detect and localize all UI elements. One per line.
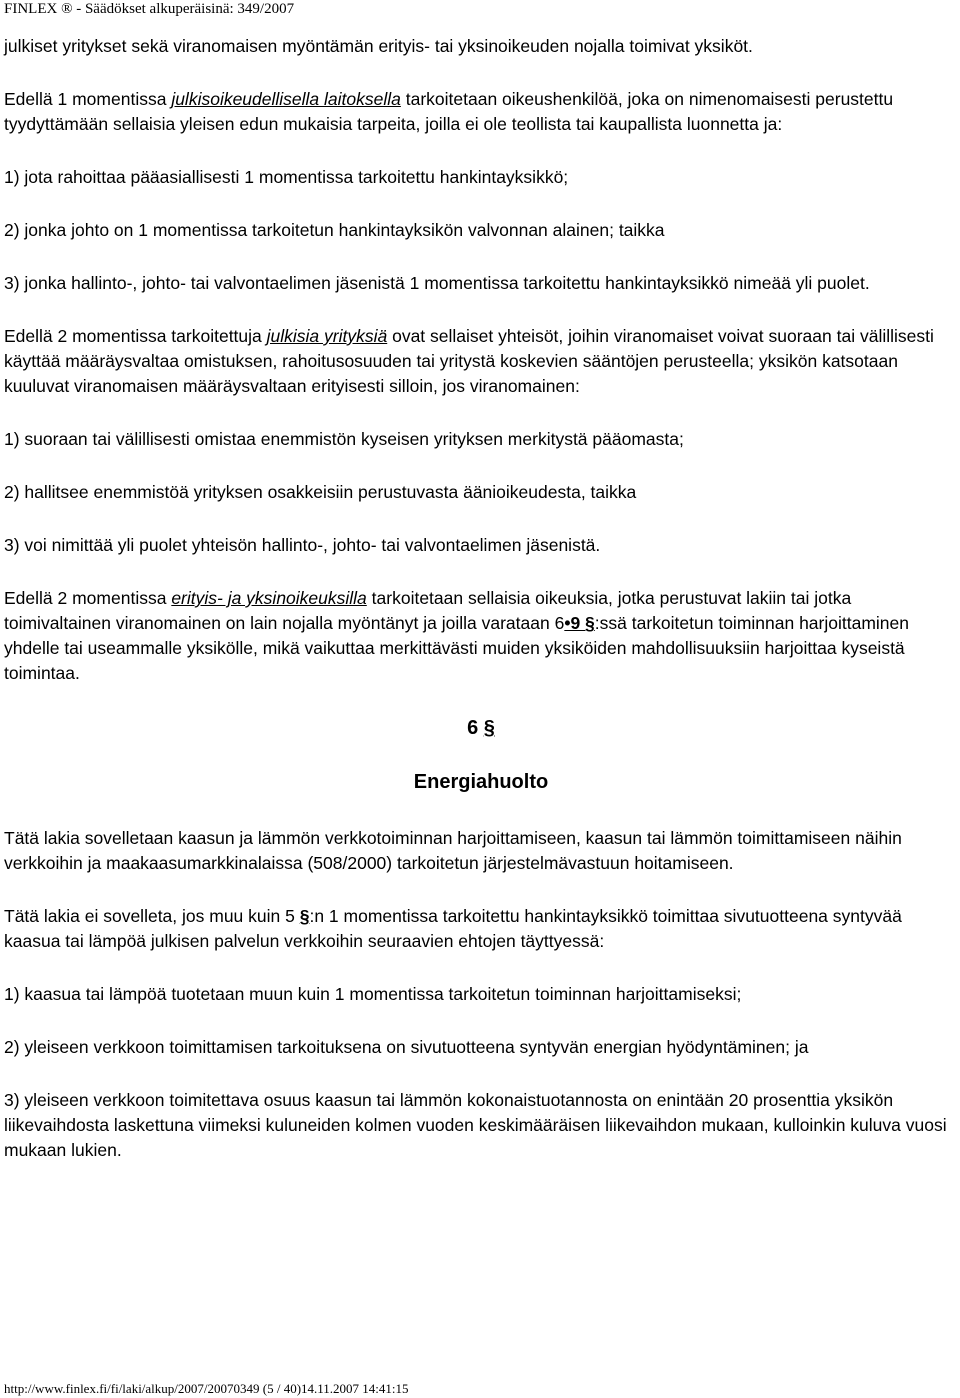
text-run: tarkoitetaan sellaisia oikeuksia, jotka perustuvat lakiin tai jotka toimivaltainen viranomainen on lain nojalla myöntänyt ja joilla varataan 6 <box>4 588 852 633</box>
text-run: :ssä tarkoitetun toiminnan harjoittaminen yhdelle tai useammalle yksikölle, mikä vaikuttaa merkittävästi muiden yksiköiden mahdollisuuksiin harjoittaa kyseistä toimintaa. <box>4 613 909 683</box>
page-header: FINLEX ® - Säädökset alkuperäisinä: 349/2007 <box>4 1 295 17</box>
section-symbol: § <box>483 717 495 739</box>
text-run: Edellä 1 momentissa <box>4 89 172 109</box>
text-run: Edellä 2 momentissa <box>4 588 172 608</box>
list-item: 1) kaasua tai lämpöä tuotetaan muun kuin 1 momentissa tarkoitetun toiminnan harjoittamiseksi; <box>4 984 742 1004</box>
section-link[interactable]: •9 § <box>564 613 595 633</box>
list-item: 1) suoraan tai välillisesti omistaa enemmistön kyseisen yrityksen merkitystä pääomasta; <box>4 429 684 449</box>
list-item: 3) yleiseen verkkoon toimitettava osuus kaasun tai lämmön kokonaistuotannosta on enintään 20 prosenttia yksikön liikevaihdosta laskettuna viimeksi kuluneiden kolmen vuoden keskimääräisen liikevaihdon mukaan, kulloinkin kuluva vuosi mukaan lukien. <box>4 1090 947 1160</box>
paragraph: julkiset yritykset sekä viranomaisen myöntämän erityis- tai yksinoikeuden nojalla toimivat yksiköt. <box>4 36 753 56</box>
list-item: 3) jonka hallinto-, johto- tai valvontaelimen jäsenistä 1 momentissa tarkoitettu hankintayksikkö nimeää yli puolet. <box>4 273 870 293</box>
section-title: Energiahuolto <box>413 771 549 793</box>
list-item: 2) yleiseen verkkoon toimittamisen tarkoituksena on sivutuotteena syntyvän energian hyödyntäminen; ja <box>4 1037 809 1057</box>
text-run: Tätä lakia ei sovelleta, jos muu kuin 5 <box>4 906 300 926</box>
paragraph: Tätä lakia sovelletaan kaasun ja lämmön verkkotoiminnan harjoittamiseen, kaasun tai lämmön toimittamiseen näihin verkkoihin ja maakaasumarkkinalaissa (508/2000) tarkoitetun järjestelmävastuun hoitamiseen. <box>4 828 902 873</box>
list-item: 1) jota rahoittaa pääasiallisesti 1 momentissa tarkoitettu hankintayksikkö; <box>4 167 569 187</box>
list-item: 2) hallitsee enemmistöä yrityksen osakkeisiin perustuvasta äänioikeudesta, taikka <box>4 482 637 502</box>
defined-term: erityis- ja yksinoikeuksilla <box>171 588 367 608</box>
text-run: :n 1 momentissa tarkoitettu hankintayksikkö toimittaa sivutuotteena syntyvää kaasua tai lämpöä julkisen palvelun verkkoihin seuraavien ehtojen täyttyessä: <box>4 906 902 951</box>
section-number-value: 6 <box>467 717 479 739</box>
paragraph <box>4 904 958 954</box>
document-body <box>4 34 958 1163</box>
defined-term: julkisia yrityksiä <box>266 326 388 346</box>
page-footer: http://www.finlex.fi/fi/laki/alkup/2007/20070349 (5 / 40)14.11.2007 14:41:15 <box>4 1381 409 1396</box>
text-run: ovat sellaiset yhteisöt, joihin viranomaiset voivat suoraan tai välillisesti käyttää määräysvaltaa omistuksen, rahoitusosuuden tai yritystä koskevien sääntöjen perusteella; yksikön katsotaan kuuluvat viranomaisen määräysvaltaan erityisesti silloin, jos viranomainen: <box>4 326 934 396</box>
paragraph <box>4 324 958 399</box>
section-number <box>4 714 958 742</box>
text-run: Edellä 2 momentissa tarkoitettuja <box>4 326 267 346</box>
paragraph <box>4 586 958 686</box>
text-run: tarkoitetaan oikeushenkilöä, joka on nimenomaisesti perustettu tyydyttämään sellaisia yleisen edun mukaisia tarpeita, joilla ei ole teollista tai kaupallista luonnetta ja: <box>4 89 894 134</box>
defined-term: julkisoikeudellisella laitoksella <box>171 89 401 109</box>
list-item: 3) voi nimittää yli puolet yhteisön hallinto-, johto- tai valvontaelimen jäsenistä. <box>4 535 601 555</box>
section-link[interactable]: § <box>299 906 310 926</box>
list-item: 2) jonka johto on 1 momentissa tarkoitetun hankintayksikön valvonnan alainen; taikka <box>4 220 665 240</box>
paragraph <box>4 87 958 137</box>
